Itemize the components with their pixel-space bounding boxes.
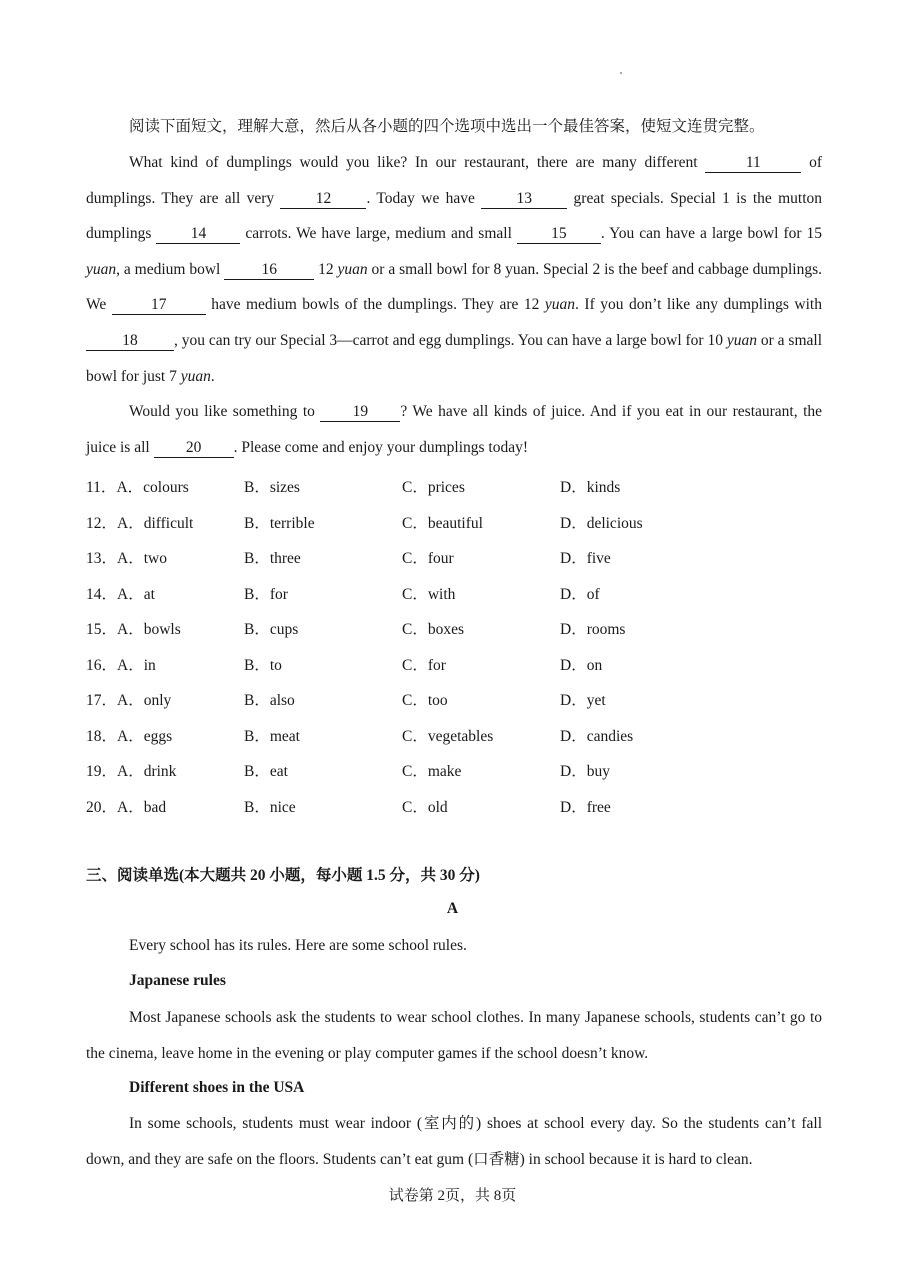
blank-14: 14 xyxy=(156,225,240,244)
passage-text: , a medium bowl xyxy=(116,260,225,278)
option-b: B．meat xyxy=(244,727,300,745)
option-c: C．four xyxy=(402,550,454,567)
option-c: C．boxes xyxy=(402,621,465,638)
question-number: 11． xyxy=(86,479,117,496)
option-b: B．eat xyxy=(244,763,288,780)
passage-text: carrots. We have large, medium and small xyxy=(240,225,517,243)
option-a xyxy=(86,546,167,568)
passage-text: What kind of dumplings would you like? In our restaurant, there are many different xyxy=(129,154,706,171)
question-number: 20． xyxy=(86,798,118,816)
option-c: C．too xyxy=(402,692,448,709)
blank-15: 15 xyxy=(517,225,601,244)
question-number: 13． xyxy=(86,550,118,567)
option-a xyxy=(86,653,156,675)
option-b: B．nice xyxy=(244,798,296,816)
passage-paragraph-1 xyxy=(86,145,822,394)
question-number: 14． xyxy=(86,585,118,603)
question-row xyxy=(86,786,822,822)
passage-label: A xyxy=(446,900,459,917)
option-b: B．to xyxy=(244,656,282,674)
section-title: 三、阅读单选(本大题共 20 小题，每小题 1.5 分，共 30 分) xyxy=(86,867,480,884)
passage-text: of dumplings. They are all very xyxy=(86,154,822,207)
option-c: C．with xyxy=(402,585,456,603)
blank-17: 17 xyxy=(112,296,206,315)
yuan-italic: yuan xyxy=(337,260,368,278)
question-row xyxy=(86,715,822,751)
reading-paragraph-2: In some schools, students must wear indoor (室内的) shoes at school every day. So the students can’t fall down, and they are safe on the floors. Students can’t eat gum (口香糖) in school because it is hard to clean. xyxy=(86,1115,822,1168)
question-row xyxy=(86,502,822,538)
option-d: D．candies xyxy=(560,727,634,745)
option-d: D．kinds xyxy=(560,479,621,496)
question-row xyxy=(86,573,822,609)
blank-11: 11 xyxy=(705,154,801,173)
option-a-text: A．in xyxy=(117,656,156,674)
option-a-text: A．drink xyxy=(117,763,177,780)
option-b: B．cups xyxy=(244,621,299,638)
option-a xyxy=(86,617,181,639)
question-number: 12． xyxy=(86,514,118,532)
option-a-text: A．bad xyxy=(117,798,167,816)
option-a-text: A．two xyxy=(117,550,167,567)
question-row xyxy=(86,644,822,680)
passage-text: . xyxy=(210,367,215,385)
option-a-text: A．eggs xyxy=(117,727,173,745)
passage-text: , you can try our Special 3—carrot and egg dumplings. You can have a large bowl for 10 xyxy=(174,331,727,349)
passage-text: . If you don’t like any dumplings with xyxy=(575,296,822,314)
option-a xyxy=(86,759,176,781)
option-c: C．beautiful xyxy=(402,514,483,532)
passage-text: Would you like something to xyxy=(129,403,321,420)
question-number: 16． xyxy=(86,656,118,674)
option-d: D．five xyxy=(560,550,611,567)
passage-text: or a small bowl for 8 yuan. Special 2 is the beef and cabbage dumplings. We xyxy=(86,260,822,314)
yuan-italic: yuan xyxy=(544,296,576,314)
blank-12: 12 xyxy=(280,190,366,209)
blank-19: 19 xyxy=(320,403,400,422)
passage-text: or a small bowl for just 7 xyxy=(86,331,822,385)
option-a-text: A．difficult xyxy=(117,514,194,532)
question-row xyxy=(86,466,822,502)
passage-text: ? We have all kinds of juice. And if you eat in our restaurant, the juice is all xyxy=(86,403,823,456)
passage-text: great specials. Special 1 is the mutton dumplings xyxy=(86,189,822,243)
question-number: 17． xyxy=(86,692,118,709)
option-a-text: A．at xyxy=(117,585,155,603)
option-a-text: A．colours xyxy=(116,479,189,496)
yuan-italic: yuan xyxy=(180,367,211,385)
option-d: D．yet xyxy=(560,692,606,709)
question-row xyxy=(86,537,822,573)
question-row xyxy=(86,608,822,644)
passage-text: . Today we have xyxy=(366,189,482,207)
option-b: B．for xyxy=(244,585,288,603)
yuan-italic: yuan xyxy=(86,260,117,278)
yuan-italic: yuan xyxy=(726,331,757,349)
option-a-text: A．only xyxy=(117,692,172,709)
option-d: D．rooms xyxy=(560,621,626,638)
option-b: B．also xyxy=(244,692,295,709)
passage-text: . Please come and enjoy your dumplings today! xyxy=(233,438,529,456)
option-a xyxy=(86,582,155,604)
option-d: D．delicious xyxy=(560,514,643,532)
blank-18: 18 xyxy=(86,332,174,351)
option-d: D．on xyxy=(560,656,603,674)
option-d: D．free xyxy=(560,798,611,816)
option-a xyxy=(86,475,189,497)
page-footer: 试卷第 2页，共 8页 xyxy=(388,1188,517,1204)
option-c: C．vegetables xyxy=(402,727,494,745)
subheading-usa-shoes: Different shoes in the USA xyxy=(129,1079,305,1096)
option-c: C．old xyxy=(402,798,448,816)
option-a xyxy=(86,511,193,533)
reading-paragraph-1: Most Japanese schools ask the students to wear school clothes. In many Japanese schools, students can’t go to the cinema, leave home in the evening or play computer games if the school doesn’t know. xyxy=(86,1009,822,1062)
option-b: B．terrible xyxy=(244,514,315,532)
passage-text: . You can have a large bowl for 15 xyxy=(600,225,823,243)
option-b: B．sizes xyxy=(244,479,300,496)
blank-13: 13 xyxy=(481,190,567,209)
blank-20: 20 xyxy=(154,439,234,458)
scan-dot xyxy=(620,72,622,74)
question-row xyxy=(86,679,822,715)
option-c: C．prices xyxy=(402,479,465,496)
option-a xyxy=(86,688,171,710)
option-d: D．of xyxy=(560,585,600,603)
passage-text: 12 xyxy=(314,260,338,278)
passage-paragraph-2 xyxy=(86,394,822,465)
question-number: 15． xyxy=(86,621,118,638)
instruction: 阅读下面短文，理解大意，然后从各小题的四个选项中选出一个最佳答案，使短文连贯完整。 xyxy=(129,118,765,135)
question-row xyxy=(86,750,822,786)
passage-text: have medium bowls of the dumplings. They are 12 xyxy=(205,296,545,314)
option-d: D．buy xyxy=(560,763,610,780)
subheading-japanese-rules: Japanese rules xyxy=(129,972,226,989)
option-a xyxy=(86,795,166,817)
question-number: 19． xyxy=(86,763,118,780)
option-a xyxy=(86,724,172,746)
option-b: B．three xyxy=(244,550,301,567)
blank-16: 16 xyxy=(224,261,314,280)
reading-intro: Every school has its rules. Here are some school rules. xyxy=(129,937,467,954)
question-number: 18． xyxy=(86,727,118,745)
option-c: C．for xyxy=(402,656,446,674)
option-c: C．make xyxy=(402,763,462,780)
question-options xyxy=(86,466,822,821)
option-a-text: A．bowls xyxy=(117,621,181,638)
